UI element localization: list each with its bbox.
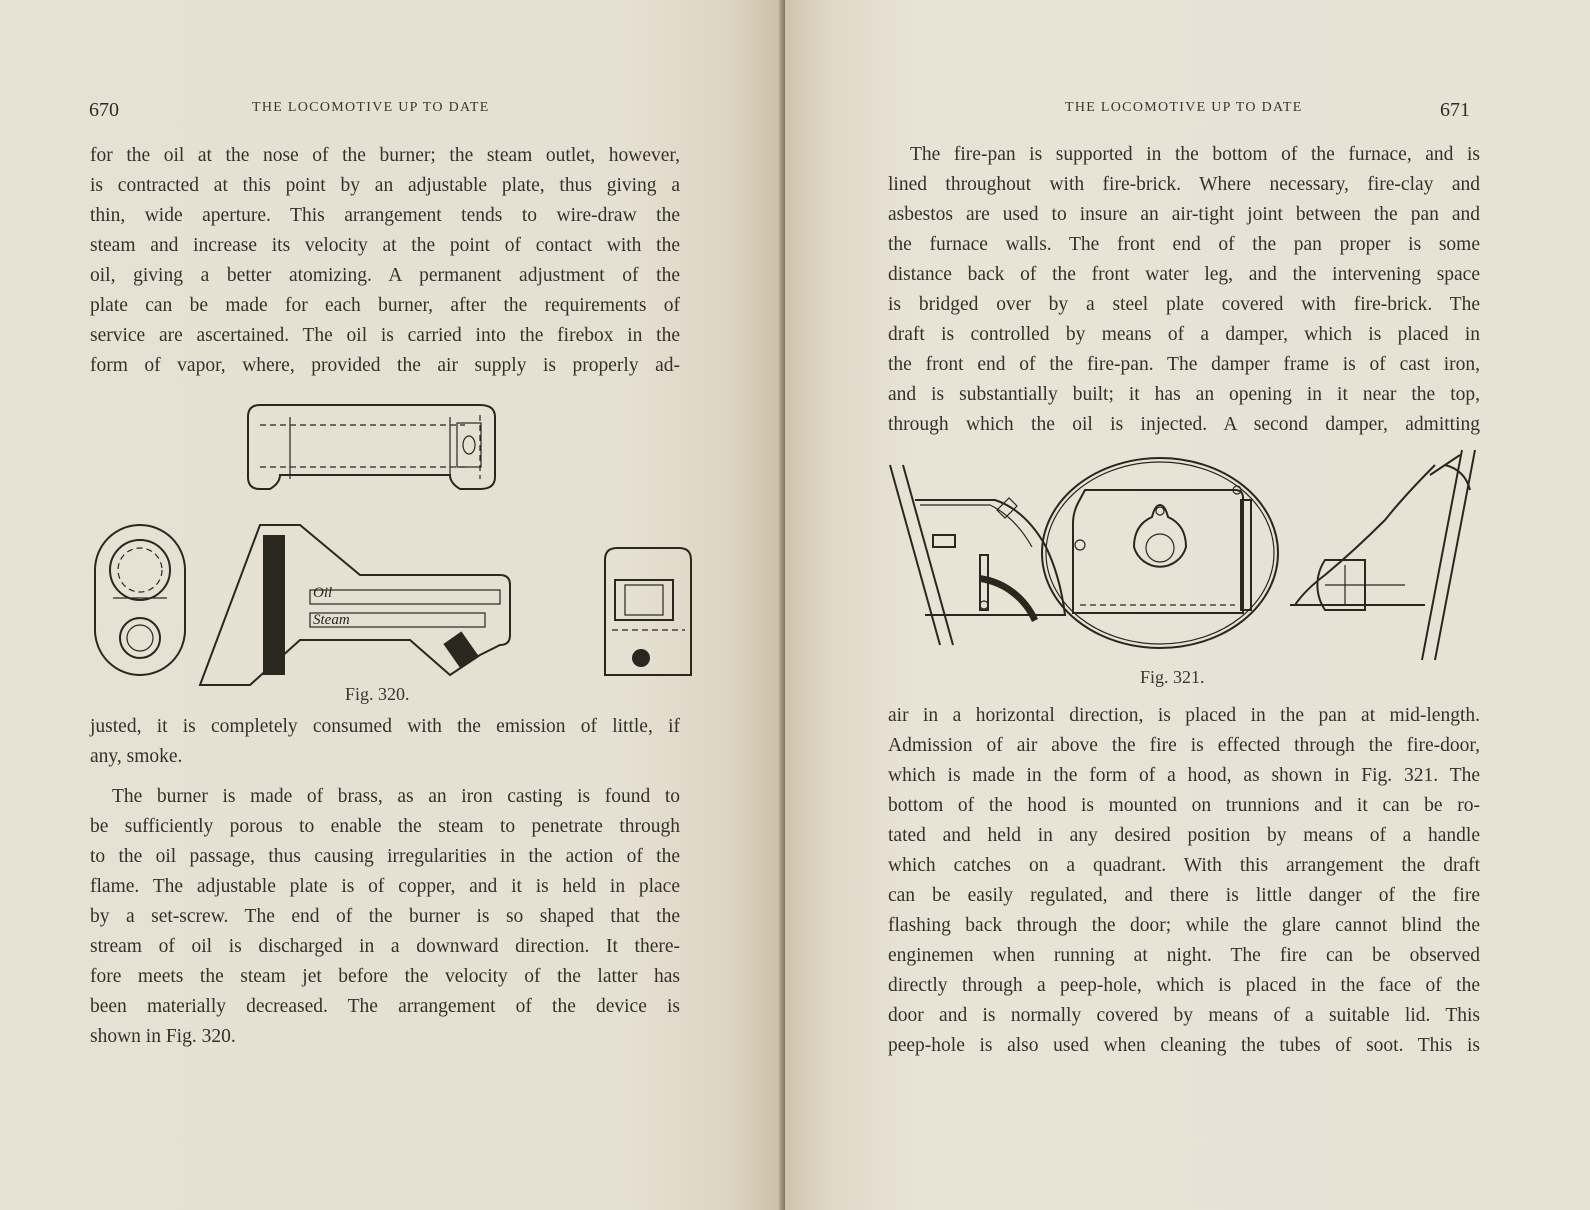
text-line: lined throughout with fire-brick. Where necessary, fire-clay and bbox=[888, 174, 1480, 195]
text-line: bottom of the hood is mounted on trunnions and it can be ro- bbox=[888, 795, 1480, 816]
left-running-head: THE LOCOMOTIVE UP TO DATE bbox=[252, 100, 490, 115]
text-line: The fire-pan is supported in the bottom of the furnace, and is bbox=[910, 144, 1480, 165]
text-line: plate can be made for each burner, after the requirements of bbox=[90, 295, 680, 316]
text-line: enginemen when running at night. The fire can be observed bbox=[888, 945, 1480, 966]
text-line: be sufficiently porous to enable the steam to penetrate through bbox=[90, 816, 680, 837]
text-line: tated and held in any desired position by means of a handle bbox=[888, 825, 1480, 846]
text-line: stream of oil is discharged in a downward direction. It there- bbox=[90, 936, 680, 957]
text-line: and is substantially built; it has an opening in it near the top, bbox=[888, 384, 1480, 405]
text-line: is contracted at this point by an adjustable plate, thus giving a bbox=[90, 175, 680, 196]
text-line: by a set-screw. The end of the burner is so shaped that the bbox=[90, 906, 680, 927]
text-line: which is made in the form of a hood, as shown in Fig. 321. The bbox=[888, 765, 1480, 786]
label-oil: Oil bbox=[313, 585, 333, 601]
right-paragraph-1 bbox=[888, 140, 1480, 440]
text-line: The burner is made of brass, as an iron casting is found to bbox=[112, 786, 680, 807]
text-line: through which the oil is injected. A second damper, admitting bbox=[888, 414, 1480, 435]
text-line: flashing back through the door; while the glare cannot blind the bbox=[888, 915, 1480, 936]
figure-320-drawing bbox=[85, 395, 695, 695]
right-paragraph-2 bbox=[888, 701, 1480, 1061]
figure-320-caption: Fig. 320. bbox=[345, 684, 410, 704]
text-line: fore meets the steam jet before the velocity of the latter has bbox=[90, 966, 680, 987]
fire-door-side-view bbox=[890, 465, 1065, 645]
burner-nose-view bbox=[605, 548, 691, 675]
fire-door-hood-view bbox=[1290, 450, 1475, 660]
text-line: been materially decreased. The arrangement of the device is bbox=[90, 996, 680, 1017]
text-line: the front end of the fire-pan. The damper frame is of cast iron, bbox=[888, 354, 1480, 375]
left-paragraph-2 bbox=[90, 712, 680, 772]
text-line: thin, wide aperture. This arrangement tends to wire-draw the bbox=[90, 205, 680, 226]
text-line: any, smoke. bbox=[90, 746, 183, 767]
text-line: justed, it is completely consumed with the emission of little, if bbox=[90, 716, 680, 737]
text-line: steam and increase its velocity at the point of contact with the bbox=[90, 235, 680, 256]
text-line: which catches on a quadrant. With this arrangement the draft bbox=[888, 855, 1480, 876]
text-line: for the oil at the nose of the burner; the steam outlet, however, bbox=[90, 145, 680, 166]
figure-321-drawing bbox=[885, 445, 1495, 675]
right-page bbox=[785, 0, 1590, 1210]
label-steam: Steam bbox=[313, 612, 350, 628]
text-line: to the oil passage, thus causing irregularities in the action of the bbox=[90, 846, 680, 867]
text-line: form of vapor, where, provided the air supply is properly ad- bbox=[90, 355, 680, 376]
text-line: shown in Fig. 320. bbox=[90, 1026, 236, 1047]
burner-end-view bbox=[95, 525, 185, 675]
text-line: peep-hole is also used when cleaning the tubes of soot. This is bbox=[888, 1035, 1480, 1056]
text-line: Admission of air above the fire is effected through the fire-door, bbox=[888, 735, 1480, 756]
burner-section-view bbox=[200, 525, 510, 685]
right-running-head: THE LOCOMOTIVE UP TO DATE bbox=[1065, 100, 1303, 115]
text-line: directly through a peep-hole, which is placed in the face of the bbox=[888, 975, 1480, 996]
left-page-number: 670 bbox=[89, 99, 119, 121]
text-line: flame. The adjustable plate is of copper, and it is held in place bbox=[90, 876, 680, 897]
left-page bbox=[0, 0, 785, 1210]
right-page-number: 671 bbox=[1440, 99, 1470, 121]
text-line: oil, giving a better atomizing. A permanent adjustment of the bbox=[90, 265, 680, 286]
burner-top-view bbox=[248, 405, 495, 489]
text-line: draft is controlled by means of a damper, which is placed in bbox=[888, 324, 1480, 345]
text-line: service are ascertained. The oil is carried into the firebox in the bbox=[90, 325, 680, 346]
fire-door-front-view bbox=[1042, 458, 1278, 648]
text-line: asbestos are used to insure an air-tight joint between the pan and bbox=[888, 204, 1480, 225]
left-paragraph-1 bbox=[90, 141, 680, 381]
text-line: door and is normally covered by means of a suitable lid. This bbox=[888, 1005, 1480, 1026]
left-paragraph-3 bbox=[90, 782, 680, 1052]
text-line: distance back of the front water leg, and the intervening space bbox=[888, 264, 1480, 285]
text-line: is bridged over by a steel plate covered with fire-brick. The bbox=[888, 294, 1480, 315]
text-line: air in a horizontal direction, is placed in the pan at mid-length. bbox=[888, 705, 1480, 726]
text-line: the furnace walls. The front end of the pan proper is some bbox=[888, 234, 1480, 255]
figure-321-caption: Fig. 321. bbox=[1140, 667, 1205, 687]
text-line: can be easily regulated, and there is little danger of the fire bbox=[888, 885, 1480, 906]
